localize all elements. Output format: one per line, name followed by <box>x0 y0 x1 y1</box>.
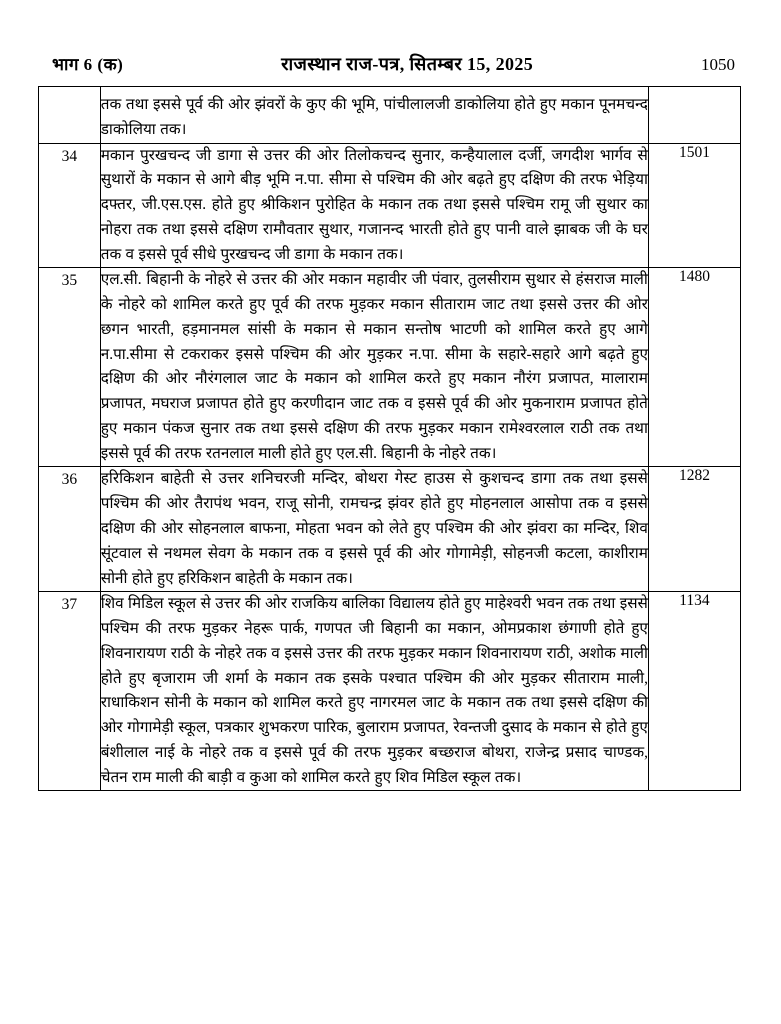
row-description-cell: मकान पुरखचन्द जी डागा से उत्तर की ओर तिलोकचन्द सुनार, कन्हैयालाल दर्जी, जगदीश भार्गव से सुथारों के मकान से आगे बीड़ भूमि न.पा. सीमा से पश्चिम की ओर बढ़ते हुए दक्षिण की तरफ भेड़िया दफ्तर, जी.एस.एस. होते हुए श्रीकिशन पुरोहित के मकान तक तथा इससे पश्चिम रामू जी सुथार का नोहरा तक तथा इससे दक्षिण रामौवतार सुथार, गजानन्द भारती होते हुए पानी वाले झाबक जी के घर तक व इससे पूर्व सीधे पुरखचन्द जी डागा के मकान तक। <box>100 143 648 268</box>
ward-boundaries-table <box>38 86 741 791</box>
table-row <box>39 143 741 268</box>
row-description-cell: तक तथा इससे पूर्व की ओर झंवरों के कुए की भूमि, पांचीलालजी डाकोलिया होते हुए मकान पूनमचन्द डाकोलिया तक। <box>100 87 648 144</box>
table-row <box>39 87 741 144</box>
row-value-cell: 1134 <box>648 592 740 791</box>
row-value-cell: 1282 <box>648 467 740 592</box>
table-row <box>39 592 741 791</box>
header-gazette-title: राजस्थान राज-पत्र, सितम्बर 15, 2025 <box>281 54 534 74</box>
row-number-cell: 35 <box>39 268 101 467</box>
row-number-cell: 36 <box>39 467 101 592</box>
row-number-cell: 37 <box>39 592 101 791</box>
row-value-cell: 1480 <box>648 268 740 467</box>
page-header <box>38 52 743 76</box>
row-description-cell: शिव मिडिल स्कूल से उत्तर की ओर राजकिय बालिका विद्यालय होते हुए माहेश्वरी भवन तक तथा इससे पश्चिम की तरफ मुड़कर नेहरू पार्क, गणपत जी बिहानी का मकान, ओमप्रकाश छंगाणी होते हुए शिवनारायण राठी के नोहरे तक व इससे उत्तर की तरफ मुड़कर मकान शिवनारायण राठी, अशोक माली होते हुए बृजाराम जी शर्मा के मकान तक इसके पश्चात पश्चिम की ओर मुड़कर सीताराम माली, राधाकिशन सोनी के मकान को शामिल करते हुए नागरमल जाट के मकान तक तथा इससे दक्षिण की ओर गोगामेड़ी स्कूल, पत्रकार शुभकरण पारिक, बुलाराम प्रजापत, रेवन्तजी दुसाद के मकान से होते हुए बंशीलाल नाई के नोहरे तक व इससे पूर्व की तरफ मुड़कर बच्छराज बोथरा, राजेन्द्र प्रसाद चाण्डक, चेतन राम माली की बाड़ी व कुआ को शामिल करते हुए शिव मिडिल स्कूल तक। <box>100 592 648 791</box>
row-number-cell <box>39 87 101 144</box>
table-row <box>39 467 741 592</box>
row-value-cell: 1501 <box>648 143 740 268</box>
row-description-cell: एल.सी. बिहानी के नोहरे से उत्तर की ओर मकान महावीर जी पंवार, तुलसीराम सुथार से हंसराज माली के नोहरे को शामिल करते हुए पूर्व की तरफ मुड़कर मकान सीताराम जाट तथा इससे उत्तर की ओर छगन भारती, हड़मानमल सांसी के मकान से मकान सन्तोष भाटणी को शामिल करते हुए आगे न.पा.सीमा से टकराकर इससे पश्चिम की ओर मुड़कर न.पा. सीमा के सहारे-सहारे आगे बढ़ते हुए दक्षिण की ओर नौरंगलाल जाट के मकान को शामिल करते हुए मकान नौरंग प्रजापत, मालाराम प्रजापत, मघराज प्रजापत होते हुए करणीदान जाट तक व इससे पूर्व की ओर मुकनाराम प्रजापत होते हुए मकान पंकज सुनार तक तथा इससे दक्षिण की तरफ मुड़कर मकान रामेश्वरलाल राठी तक तथा इससे पूर्व की तरफ रतनलाल माली होते हुए एल.सी. बिहानी के नोहरे तक। <box>100 268 648 467</box>
page-number: 1050 <box>701 55 735 74</box>
row-description-cell: हरिकिशन बाहेती से उत्तर शनिचरजी मन्दिर, बोथरा गेस्ट हाउस से कुशचन्द डागा तक तथा इससे पश्चिम की ओर तैरापंथ भवन, राजू सोनी, रामचन्द्र झंवर होते हुए मोहनलाल आसोपा तक व इससे दक्षिण की ओर सोहनलाल बाफना, मोहता भवन को लेते हुए पश्चिम की ओर झंवरा का मन्दिर, शिव सूंटवाल से नथमल सेवग के मकान तक व इससे पूर्व की ओर गोगामेड़ी, सोहनजी कटला, काशीराम सोनी होते हुए हरिकिशन बाहेती के मकान तक। <box>100 467 648 592</box>
row-number-cell: 34 <box>39 143 101 268</box>
table-row <box>39 268 741 467</box>
header-part-label: भाग 6 (क) <box>52 55 124 74</box>
row-value-cell <box>648 87 740 144</box>
